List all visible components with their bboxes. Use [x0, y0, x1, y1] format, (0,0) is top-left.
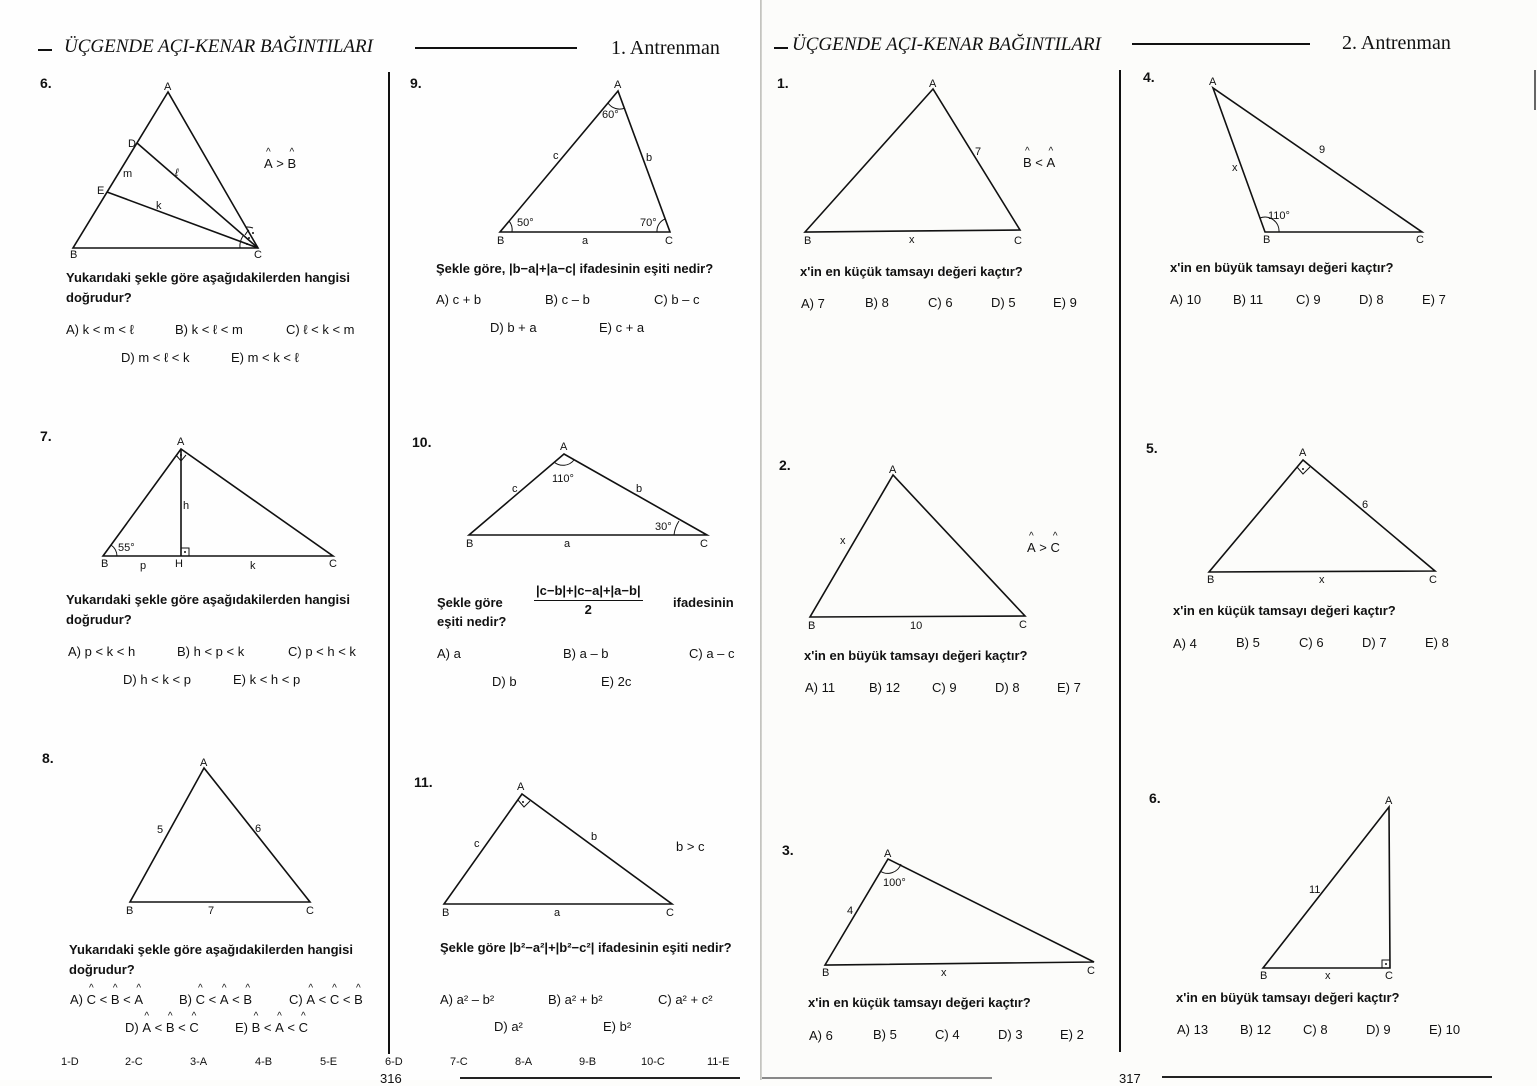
option-b[interactable]: B) a – b [563, 646, 609, 661]
option-a[interactable]: A) p < k < h [68, 644, 136, 659]
svg-text:B: B [822, 967, 830, 979]
question-text: x'in en büyük tamsayı değeri kaçtır? [1170, 260, 1394, 275]
question-number: 5. [1146, 440, 1158, 456]
answer-key-item: 2-C [125, 1056, 143, 1068]
triangle-figure-q7 [95, 435, 350, 575]
option-c[interactable]: C) b – c [654, 292, 700, 307]
option-d[interactable]: D) 9 [1366, 1022, 1391, 1037]
option-b[interactable]: B) ^ C < ^ A < ^ B [179, 992, 252, 1007]
svg-text:x: x [840, 535, 846, 547]
triangle-figure-q3 [817, 848, 1107, 980]
given-condition: ^ A > ^ B [264, 156, 296, 171]
training-label: 2. Antrenman [1342, 32, 1451, 54]
svg-text:C: C [254, 249, 262, 261]
svg-text:B: B [442, 907, 450, 919]
triangle-figure-q10 [460, 440, 720, 555]
option-d[interactable]: D) h < k < p [123, 672, 191, 687]
svg-text:A: A [1209, 76, 1217, 88]
answer-key-item: 8-A [515, 1056, 533, 1068]
svg-text:x: x [1232, 162, 1238, 174]
option-a[interactable]: A) k < m < ℓ [66, 322, 134, 337]
svg-text:a: a [554, 907, 561, 919]
column-divider [1119, 70, 1121, 1052]
svg-text:C: C [1385, 970, 1393, 982]
option-d[interactable]: D) 8 [995, 680, 1020, 695]
option-e[interactable]: E) 2 [1060, 1027, 1084, 1042]
question-text: x'in en büyük tamsayı değeri kaçtır? [1176, 990, 1400, 1005]
option-c[interactable]: C) 8 [1303, 1022, 1328, 1037]
svg-text:A: A [560, 441, 568, 453]
question-text: x'in en büyük tamsayı değeri kaçtır? [804, 648, 1028, 663]
svg-text:C: C [1429, 574, 1437, 586]
svg-text:C: C [1087, 965, 1095, 977]
option-a[interactable]: A) 13 [1177, 1022, 1209, 1037]
option-e[interactable]: E) 8 [1425, 635, 1449, 650]
page-edge-mark [1534, 70, 1536, 110]
svg-text:4: 4 [847, 905, 854, 917]
option-e[interactable]: E) ^ B < ^ A < ^ C [235, 1020, 308, 1035]
svg-text:B: B [70, 249, 78, 261]
svg-text:60°: 60° [602, 109, 619, 121]
svg-text:k: k [250, 560, 256, 572]
option-b[interactable]: B) 12 [1240, 1022, 1272, 1037]
svg-text:70°: 70° [640, 217, 657, 229]
svg-text:B: B [1207, 574, 1215, 586]
option-d[interactable]: D) b + a [490, 320, 537, 335]
svg-text:55°: 55° [118, 542, 135, 554]
option-c[interactable]: C) 4 [935, 1027, 960, 1042]
option-e[interactable]: E) 9 [1053, 295, 1077, 310]
option-b[interactable]: B) a² + b² [548, 992, 603, 1007]
svg-text:C: C [700, 538, 708, 550]
question-text: x'in en küçük tamsayı değeri kaçtır? [800, 264, 1023, 279]
option-c[interactable]: C) 9 [1296, 292, 1321, 307]
option-a[interactable]: A) 6 [809, 1028, 833, 1043]
option-a[interactable]: A) c + b [436, 292, 482, 307]
svg-text:7: 7 [975, 146, 982, 158]
svg-text:a: a [582, 235, 589, 247]
svg-text:6: 6 [255, 823, 262, 835]
option-c[interactable]: C) 9 [932, 680, 957, 695]
question-number: 10. [412, 434, 432, 450]
svg-text:A: A [177, 436, 185, 448]
question-text: Yukarıdaki şekle göre aşağıdakilerden hangisi doğrudur? [69, 942, 353, 977]
question-number: 4. [1143, 69, 1155, 85]
svg-text:p: p [140, 560, 147, 572]
triangle-figure-q4 [1202, 74, 1437, 249]
option-d[interactable]: D) 5 [991, 295, 1016, 310]
triangle-figure-q1 [800, 78, 1030, 250]
svg-text:5: 5 [157, 824, 164, 836]
svg-text:C: C [666, 907, 674, 919]
question-number: 6. [1149, 790, 1161, 806]
option-d[interactable]: D) 8 [1359, 292, 1384, 307]
answer-key-item: 9-B [579, 1056, 597, 1068]
svg-text:H: H [175, 558, 183, 570]
question-number: 6. [40, 75, 52, 91]
question-number: 2. [779, 457, 791, 473]
option-d[interactable]: D) 3 [998, 1027, 1023, 1042]
answer-key-item: 11-E [707, 1056, 730, 1068]
svg-text:C: C [1416, 234, 1424, 246]
right-page [762, 0, 1537, 1086]
option-c[interactable]: C) p < h < k [288, 644, 356, 659]
svg-text:B: B [101, 558, 109, 570]
svg-text:b: b [646, 152, 653, 164]
header-dash [38, 49, 52, 51]
svg-text:b: b [636, 483, 643, 495]
option-d[interactable]: D) b [492, 674, 517, 689]
question-number: 9. [410, 75, 422, 91]
header-rule [1132, 43, 1310, 45]
svg-text:m: m [123, 168, 133, 180]
svg-text:110°: 110° [552, 473, 574, 485]
svg-text:B: B [804, 235, 812, 247]
svg-text:E: E [97, 185, 105, 197]
triangle-figure-q9 [490, 78, 690, 248]
given-condition: ^ A > ^ C [1027, 540, 1060, 555]
svg-text:h: h [183, 500, 190, 512]
svg-text:10: 10 [910, 620, 923, 632]
triangle-figure-q6-right [1252, 793, 1402, 985]
fraction-expression [534, 583, 643, 617]
svg-text:110°: 110° [1268, 210, 1290, 222]
page-number: 317 [1119, 1071, 1141, 1086]
svg-text:A: A [517, 781, 525, 793]
page-number: 316 [380, 1071, 402, 1086]
option-e[interactable]: E) k < h < p [233, 672, 301, 687]
page-title: ÜÇGENDE AÇI-KENAR BAĞINTILARI [64, 36, 373, 57]
question-text-line2: eşiti nedir? [437, 614, 507, 629]
answer-key-item: 6-D [385, 1056, 403, 1068]
svg-text:C: C [329, 558, 337, 570]
option-c[interactable]: C) a – c [689, 646, 735, 661]
option-e[interactable]: E) 7 [1422, 292, 1446, 307]
option-b[interactable]: B) c – b [545, 292, 590, 307]
option-d[interactable]: D) ^ A < ^ B < ^ C [125, 1020, 199, 1035]
svg-text:a: a [564, 538, 571, 550]
option-e[interactable]: E) 2c [601, 674, 632, 689]
svg-text:100°: 100° [883, 877, 906, 889]
svg-text:x: x [1325, 970, 1331, 982]
fraction-denominator: 2 [584, 602, 592, 617]
option-a[interactable]: A) ^ C < ^ B < ^ A [70, 992, 143, 1007]
answer-key-item: 10-C [641, 1056, 665, 1068]
footer-rule [762, 1077, 992, 1079]
triangle-figure-q2 [804, 462, 1034, 637]
option-c[interactable]: C) a² + c² [658, 992, 713, 1007]
option-c[interactable]: C) ℓ < k < m [286, 322, 355, 337]
option-b[interactable]: B) 8 [865, 295, 889, 310]
svg-text:ℓ: ℓ [175, 167, 179, 179]
option-c[interactable]: C) 6 [928, 295, 953, 310]
svg-text:A: A [929, 78, 937, 90]
option-a[interactable]: A) a [437, 646, 461, 661]
option-e[interactable]: E) b² [603, 1019, 632, 1034]
svg-text:A: A [164, 81, 172, 93]
footer-rule [460, 1077, 740, 1079]
option-e[interactable]: E) c + a [599, 320, 645, 335]
header-dash [774, 47, 788, 49]
fraction-numerator: |c−b|+|c−a|+|a−b| [534, 583, 643, 601]
question-text-prefix: Şekle göre [437, 595, 503, 610]
svg-text:B: B [808, 620, 816, 632]
answer-key-item: 4-B [255, 1056, 273, 1068]
option-d[interactable]: D) 7 [1362, 635, 1387, 650]
option-d[interactable]: D) m < ℓ < k [121, 350, 190, 365]
question-text: Yukarıdaki şekle göre aşağıdakilerden hangisi doğrudur? [66, 270, 350, 305]
svg-text:B: B [1263, 234, 1271, 246]
svg-text:A: A [1385, 795, 1393, 807]
svg-text:A: A [614, 79, 622, 91]
svg-text:50°: 50° [517, 217, 534, 229]
svg-text:B: B [497, 235, 505, 247]
option-d[interactable]: D) a² [494, 1019, 523, 1034]
triangle-figure-q11 [435, 780, 685, 920]
svg-text:x: x [909, 234, 915, 246]
svg-text:6: 6 [1362, 499, 1369, 511]
svg-text:C: C [1019, 619, 1027, 631]
question-number: 8. [42, 750, 54, 766]
svg-text:C: C [665, 235, 673, 247]
header-rule [415, 47, 577, 49]
triangle-figure-q8 [120, 757, 325, 917]
option-a[interactable]: A) 7 [801, 296, 825, 311]
option-e[interactable]: E) 10 [1429, 1022, 1461, 1037]
svg-text:B: B [466, 538, 474, 550]
left-page [0, 0, 762, 1086]
svg-text:A: A [200, 757, 208, 769]
svg-text:A: A [1299, 447, 1307, 459]
option-c[interactable]: C) ^ A < ^ C < ^ B [289, 992, 363, 1007]
question-text: Şekle göre |b²−a²|+|b²−c²| ifadesinin eşiti nedir? [440, 940, 732, 955]
page-title: ÜÇGENDE AÇI-KENAR BAĞINTILARI [792, 34, 1101, 55]
svg-text:7: 7 [208, 905, 215, 917]
question-text-suffix: ifadesinin [673, 595, 734, 610]
option-a[interactable]: A) 11 [805, 680, 836, 695]
question-text: Yukarıdaki şekle göre aşağıdakilerden hangisi doğrudur? [66, 592, 350, 627]
svg-text:9: 9 [1319, 144, 1326, 156]
option-a[interactable]: A) a² – b² [440, 992, 495, 1007]
question-number: 7. [40, 428, 52, 444]
answer-key-item: 3-A [190, 1056, 208, 1068]
svg-text:D: D [128, 138, 136, 150]
option-a[interactable]: A) 10 [1170, 292, 1202, 307]
question-text: Şekle göre, |b−a|+|a−c| ifadesinin eşiti nedir? [436, 261, 714, 276]
given-condition: ^ B < ^ A [1023, 155, 1055, 170]
option-b[interactable]: B) 12 [869, 680, 901, 695]
option-b[interactable]: B) k < ℓ < m [175, 322, 243, 337]
option-b[interactable]: B) h < p < k [177, 644, 245, 659]
svg-text:C: C [1014, 235, 1022, 247]
option-c[interactable]: C) 6 [1299, 635, 1324, 650]
svg-text:k: k [156, 200, 162, 212]
question-text: x'in en küçük tamsayı değeri kaçtır? [808, 995, 1031, 1010]
question-number: 11. [414, 774, 433, 790]
option-b[interactable]: B) 11 [1233, 292, 1264, 307]
footer-rule [1162, 1076, 1492, 1078]
answer-key-item: 7-C [450, 1056, 468, 1068]
svg-text:b: b [591, 831, 598, 843]
option-e[interactable]: E) 7 [1057, 680, 1081, 695]
answer-key-item: 5-E [320, 1056, 338, 1068]
answer-key-item: 1-D [61, 1056, 79, 1068]
svg-text:c: c [474, 838, 480, 850]
option-b[interactable]: B) 5 [1236, 635, 1260, 650]
svg-text:c: c [512, 483, 518, 495]
svg-text:B: B [126, 905, 134, 917]
triangle-figure-q5 [1202, 446, 1442, 586]
question-number: 3. [782, 842, 794, 858]
svg-text:x: x [1319, 574, 1325, 586]
svg-text:A: A [889, 464, 897, 476]
training-label: 1. Antrenman [611, 37, 720, 59]
option-e[interactable]: E) m < k < ℓ [231, 350, 299, 365]
svg-text:A: A [884, 848, 892, 860]
given-condition: b > c [676, 839, 705, 854]
option-a[interactable]: A) 4 [1173, 636, 1197, 651]
option-b[interactable]: B) 5 [873, 1027, 897, 1042]
svg-text:x: x [941, 967, 947, 979]
column-divider [388, 72, 390, 1054]
svg-text:11: 11 [1309, 884, 1321, 896]
svg-text:30°: 30° [655, 521, 672, 533]
svg-text:B: B [1260, 970, 1268, 982]
svg-text:c: c [553, 150, 559, 162]
question-number: 1. [777, 75, 789, 91]
question-text: x'in en küçük tamsayı değeri kaçtır? [1173, 603, 1396, 618]
svg-text:C: C [306, 905, 314, 917]
